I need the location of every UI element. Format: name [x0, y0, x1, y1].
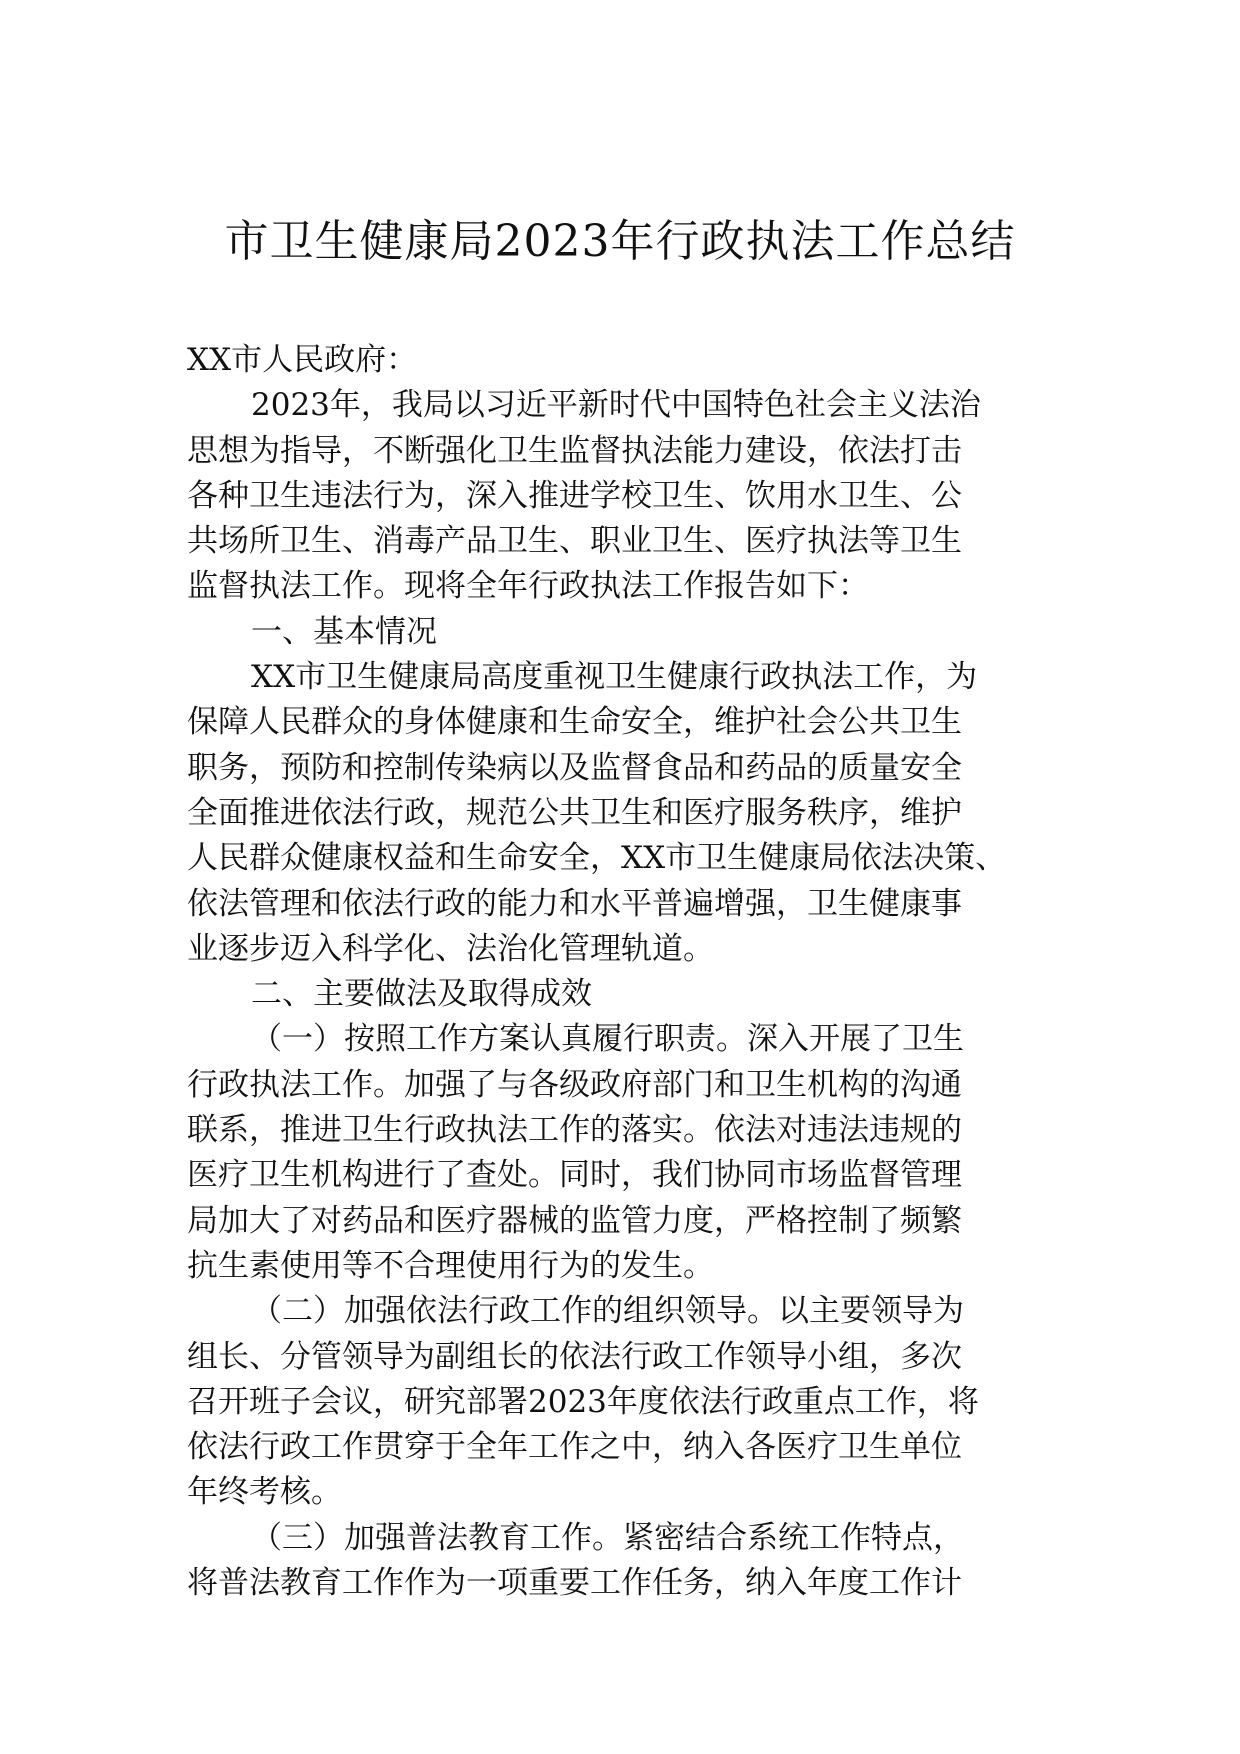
text-line: 召开班子会议，研究部署2023年度依法行政重点工作，将 [187, 1383, 979, 1420]
text-line: 依法行政工作贯穿于全年工作之中，纳入各医疗卫生单位 [187, 1429, 962, 1466]
text-line: 全面推进依法行政，规范公共卫生和医疗服务秩序，维护 [187, 794, 962, 831]
text-line: 年终考核。 [187, 1474, 342, 1511]
text-line: （一）按照工作方案认真履行职责。深入开展了卫生 [251, 1021, 964, 1058]
text-line: 各种卫生违法行为，深入推进学校卫生、饮用水卫生、公 [187, 477, 962, 514]
text-line: 联系，推进卫生行政执法工作的落实。依法对违法违规的 [187, 1112, 962, 1149]
text-line: 保障人民群众的身体健康和生命安全，维护社会公共卫生 [187, 704, 962, 741]
text-line: 抗生素使用等不合理使用行为的发生。 [187, 1247, 714, 1284]
text-line: 职务，预防和控制传染病以及监督食品和药品的质量安全 [187, 749, 962, 786]
text-line: 思想为指导，不断强化卫生监督执法能力建设，依法打击 [187, 432, 962, 469]
text-line: 一、基本情况 [251, 613, 437, 650]
text-line: 依法管理和依法行政的能力和水平普遍增强，卫生健康事 [187, 885, 962, 922]
text-line: 2023年，我局以习近平新时代中国特色社会主义法治 [251, 387, 981, 424]
document-body [187, 338, 1057, 1606]
text-line: XX市卫生健康局高度重视卫生健康行政执法工作，为 [251, 659, 978, 696]
text-line: 医疗卫生机构进行了查处。同时，我们协同市场监督管理 [187, 1157, 962, 1194]
text-line: 人民群众健康权益和生命安全，XX市卫生健康局依法决策、 [187, 840, 1007, 877]
text-line: 业逐步迈入科学化、法治化管理轨道。 [187, 930, 714, 967]
text-line: 局加大了对药品和医疗器械的监管力度，严格控制了频繁 [187, 1202, 962, 1239]
document-title: 市卫生健康局2023年行政执法工作总结 [224, 216, 1016, 267]
text-line: 组长、分管领导为副组长的依法行政工作领导小组，多次 [187, 1338, 962, 1375]
text-line: （三）加强普法教育工作。紧密结合系统工作特点， [251, 1519, 964, 1556]
text-line: 将普法教育工作作为一项重要工作任务，纳入年度工作计 [187, 1565, 962, 1602]
text-line: XX市人民政府： [187, 342, 418, 378]
text-line: 行政执法工作。加强了与各级政府部门和卫生机构的沟通 [187, 1066, 962, 1103]
text-line: 监督执法工作。现将全年行政执法工作报告如下： [187, 568, 869, 605]
text-line: 二、主要做法及取得成效 [251, 976, 592, 1013]
text-line: （二）加强依法行政工作的组织领导。以主要领导为 [251, 1293, 964, 1330]
text-line: 共场所卫生、消毒产品卫生、职业卫生、医疗执法等卫生 [187, 523, 962, 560]
